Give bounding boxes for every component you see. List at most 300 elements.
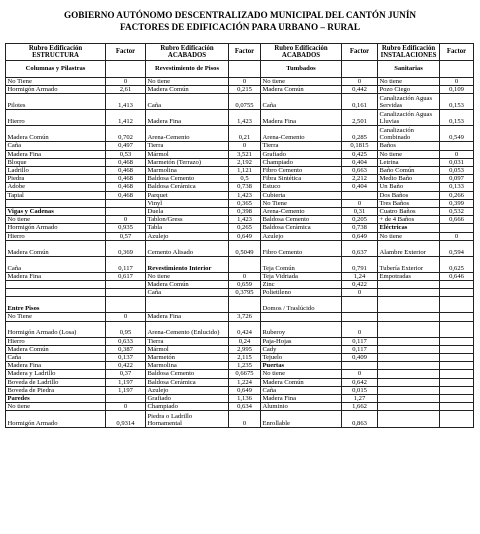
factor-cell: 0,097 — [440, 175, 474, 183]
rubro-cell: Baldosa Cerámica — [146, 378, 229, 386]
rubro-cell: Madera Común — [6, 126, 106, 142]
factor-cell: 1,423 — [229, 216, 261, 224]
factor-cell: 0,409 — [342, 354, 378, 362]
header-factor: Factor — [440, 44, 474, 61]
rubro-cell — [378, 313, 440, 321]
factor-cell: 0,3795 — [229, 289, 261, 297]
table-row — [6, 232, 474, 240]
factor-cell: 0,642 — [342, 378, 378, 386]
rubro-cell: Marmetón (Terrazo) — [146, 158, 229, 166]
factor-cell: 1,224 — [229, 378, 261, 386]
factor-cell: 0 — [440, 78, 474, 86]
rubro-cell: Pilotes — [6, 94, 106, 110]
factor-cell — [342, 297, 378, 313]
factor-cell: 1,197 — [106, 378, 146, 386]
factor-cell: 0,109 — [440, 86, 474, 94]
rubro-cell: Revestimiento Interior — [146, 256, 229, 272]
factor-cell: 0,617 — [106, 272, 146, 280]
factor-cell — [440, 395, 474, 403]
rubro-cell: Cady — [261, 345, 342, 353]
rubro-cell: Sanitarias — [378, 61, 440, 78]
rubro-cell: No tiene — [378, 232, 440, 240]
rubro-cell: Canalización Aguas Lluvias — [378, 110, 440, 126]
rubro-cell: Baño Común — [378, 167, 440, 175]
factor-cell: 0,468 — [106, 158, 146, 166]
rubro-cell — [378, 411, 440, 428]
factor-cell — [106, 289, 146, 297]
rubro-cell: Piedra — [6, 175, 106, 183]
table-row — [6, 216, 474, 224]
rubro-cell: Boveda de Ladrillo — [6, 378, 106, 386]
factor-cell — [229, 297, 261, 313]
rubro-cell: Enrollable — [261, 411, 342, 428]
factor-cell: 0,425 — [342, 150, 378, 158]
rubro-cell: Madera Fina — [6, 272, 106, 280]
rubro-cell: Un Baño — [378, 183, 440, 191]
rubro-cell — [378, 345, 440, 353]
rubro-cell: Tubería Exterior — [378, 256, 440, 272]
factor-cell: 0,0755 — [229, 94, 261, 110]
factor-cell — [440, 289, 474, 297]
rubro-cell: Canalización Aguas Servidas — [378, 94, 440, 110]
factor-cell: 0,468 — [106, 183, 146, 191]
rubro-cell: Teja Vidriada — [261, 272, 342, 280]
rubro-cell: No tiene — [6, 403, 106, 411]
factor-cell: 0 — [342, 199, 378, 207]
rubro-cell — [378, 281, 440, 289]
rubro-cell: Tapial — [6, 191, 106, 199]
table-row — [6, 386, 474, 394]
rubro-cell: Polietileno — [261, 289, 342, 297]
rubro-cell: Marmetón — [146, 354, 229, 362]
rubro-cell: Tierra — [261, 142, 342, 150]
rubro-cell: No tiene — [261, 370, 342, 378]
factor-cell: 0 — [342, 321, 378, 337]
table-row — [6, 256, 474, 272]
factor-cell: 0 — [106, 216, 146, 224]
rubro-cell: Madera Fina — [6, 362, 106, 370]
rubro-cell: Grafiado — [146, 395, 229, 403]
rubro-cell — [378, 321, 440, 337]
factor-cell: 0,205 — [342, 216, 378, 224]
rubro-cell: Duela — [146, 208, 229, 216]
table-row — [6, 272, 474, 280]
factor-cell — [342, 191, 378, 199]
table-row — [6, 94, 474, 110]
table-row — [6, 110, 474, 126]
factor-cell: 0,532 — [440, 208, 474, 216]
rubro-cell — [6, 289, 106, 297]
rubro-cell: Azulejo — [146, 386, 229, 394]
rubro-cell: Tabla — [146, 224, 229, 232]
factor-cell — [106, 208, 146, 216]
rubro-cell: Piedra o Ladrillo Hornamental — [146, 411, 229, 428]
rubro-cell — [146, 297, 229, 313]
rubro-cell: Aluminio — [261, 403, 342, 411]
rubro-cell: Arena-Cemento — [261, 126, 342, 142]
factor-cell: 0,117 — [106, 256, 146, 272]
rubro-cell: Madera Común — [146, 86, 229, 94]
table-row — [6, 370, 474, 378]
factor-cell: 1,121 — [229, 167, 261, 175]
factor-cell: 0 — [106, 78, 146, 86]
factor-cell: 0,404 — [342, 183, 378, 191]
rubro-cell: Columnas y Pilastras — [6, 61, 106, 78]
rubro-cell: Mármol — [146, 345, 229, 353]
rubro-cell: Madera Común — [146, 281, 229, 289]
factor-cell: 0 — [229, 142, 261, 150]
factor-cell: 1,24 — [342, 272, 378, 280]
table-row — [6, 403, 474, 411]
rubro-cell: Azulejo — [146, 232, 229, 240]
factor-cell: 0,387 — [106, 345, 146, 353]
factor-cell — [440, 61, 474, 78]
rubro-cell: Fibra Sintética — [261, 175, 342, 183]
header-instalaciones: Rubro Edificación INSTALACIONES — [378, 44, 440, 61]
rubro-cell — [378, 370, 440, 378]
factor-cell: 0,365 — [229, 199, 261, 207]
factor-cell: 0,468 — [106, 175, 146, 183]
factor-cell — [440, 297, 474, 313]
factor-cell: 0,399 — [440, 199, 474, 207]
table-row — [6, 362, 474, 370]
rubro-cell: Fibro Cemento — [261, 240, 342, 256]
rubro-cell: Cuatro Baños — [378, 208, 440, 216]
factor-cell: 2,212 — [342, 175, 378, 183]
factor-cell: 0,369 — [106, 240, 146, 256]
rubro-cell: Caña — [146, 289, 229, 297]
factor-cell: 1,423 — [229, 110, 261, 126]
rubro-cell — [378, 297, 440, 313]
rubro-cell — [378, 395, 440, 403]
rubro-cell: Baños — [378, 142, 440, 150]
rubro-cell: Madera Común — [6, 240, 106, 256]
factor-cell: 0,497 — [106, 142, 146, 150]
rubro-cell: Caña — [261, 386, 342, 394]
factor-cell — [106, 281, 146, 289]
rubro-cell — [378, 289, 440, 297]
table-row — [6, 289, 474, 297]
factor-cell: 0 — [440, 232, 474, 240]
rubro-cell: Ruberoy — [261, 321, 342, 337]
table-row — [6, 78, 474, 86]
factor-cell: 0,015 — [342, 386, 378, 394]
factor-cell: 0,649 — [342, 232, 378, 240]
factor-cell: 0,265 — [229, 224, 261, 232]
rubro-cell — [378, 378, 440, 386]
factor-cell: 0,659 — [229, 281, 261, 289]
factor-cell — [342, 313, 378, 321]
factor-cell — [440, 370, 474, 378]
factor-cell: 0 — [229, 411, 261, 428]
factor-cell: 0,702 — [106, 126, 146, 142]
rubro-cell — [261, 313, 342, 321]
rubro-cell: Hierro — [6, 232, 106, 240]
rubro-cell: Hierro — [6, 337, 106, 345]
factor-cell: 1,197 — [106, 386, 146, 394]
table-row — [6, 150, 474, 158]
factor-cell — [106, 395, 146, 403]
rubro-cell: Revestimiento de Pisos — [146, 61, 229, 78]
rubro-cell: + de 4 Baños — [378, 216, 440, 224]
rubro-cell: Vinyl — [146, 199, 229, 207]
factor-cell: 0,649 — [229, 386, 261, 394]
rubro-cell: Madera Fina — [261, 395, 342, 403]
table-row — [6, 126, 474, 142]
rubro-cell: Tierra — [146, 142, 229, 150]
factor-cell: 1,662 — [342, 403, 378, 411]
rubro-cell: Caña — [6, 256, 106, 272]
rubro-cell: No tiene — [378, 150, 440, 158]
rubro-cell — [378, 354, 440, 362]
factor-cell: 0,053 — [440, 167, 474, 175]
rubro-cell: No tiene — [378, 78, 440, 86]
table-row — [6, 175, 474, 183]
rubro-cell: Cubierta — [261, 191, 342, 199]
table-row — [6, 199, 474, 207]
factor-cell: 0,285 — [342, 126, 378, 142]
factor-cell: 0,594 — [440, 240, 474, 256]
rubro-cell — [6, 199, 106, 207]
rubro-cell: Madera Fina — [146, 313, 229, 321]
factor-cell — [440, 362, 474, 370]
rubro-cell: Arena-Cemento (Enlucido) — [146, 321, 229, 337]
rubro-cell: Marmolina — [146, 167, 229, 175]
factor-cell: 2,192 — [229, 158, 261, 166]
factor-cell: 0,422 — [106, 362, 146, 370]
factor-cell: 3,726 — [229, 313, 261, 321]
factor-cell: 0,53 — [106, 150, 146, 158]
rubro-cell: Baldosa Cemento — [146, 175, 229, 183]
rubro-cell: Tejuelo — [261, 354, 342, 362]
rubro-cell: Paja-Hojas — [261, 337, 342, 345]
rubro-cell: Entre Pisos — [6, 297, 106, 313]
rubro-cell: Alambre Exterior — [378, 240, 440, 256]
factor-cell: 0,6675 — [229, 370, 261, 378]
header-factor: Factor — [106, 44, 146, 61]
rubro-cell: Arena-Cemento — [261, 208, 342, 216]
rubro-cell: Champiado — [261, 158, 342, 166]
factor-cell: 0,738 — [229, 183, 261, 191]
factor-cell: 0,153 — [440, 110, 474, 126]
table-row — [6, 61, 474, 78]
factor-cell — [229, 256, 261, 272]
factor-cell: 0,422 — [342, 281, 378, 289]
factor-cell: 0,9314 — [106, 411, 146, 428]
factor-cell — [440, 403, 474, 411]
factor-cell — [440, 281, 474, 289]
rubro-cell: Caña — [6, 142, 106, 150]
factor-cell: 1,136 — [229, 395, 261, 403]
rubro-cell: Marmolina — [146, 362, 229, 370]
factor-cell: 0 — [342, 289, 378, 297]
factor-cell: 0,37 — [106, 370, 146, 378]
rubro-cell: Estuco — [261, 183, 342, 191]
factor-cell: 1,412 — [106, 110, 146, 126]
factor-cell: 0,031 — [440, 158, 474, 166]
rubro-cell: Vigas y Cadenas — [6, 208, 106, 216]
rubro-cell: Hormigón Armado (Losa) — [6, 321, 106, 337]
table-row — [6, 142, 474, 150]
rubro-cell — [6, 281, 106, 289]
factor-cell: 0 — [342, 370, 378, 378]
header-acabados: Rubro Edificación ACABADOS — [146, 44, 229, 61]
rubro-cell: No tiene — [261, 78, 342, 86]
factor-cell — [440, 354, 474, 362]
factor-cell: 0,57 — [106, 232, 146, 240]
rubro-cell: Madera Común — [261, 86, 342, 94]
factor-cell: 0,1815 — [342, 142, 378, 150]
rubro-cell: Eléctricas — [378, 224, 440, 232]
rubro-cell: Paredes — [6, 395, 106, 403]
rubro-cell: Baldosa Cemento — [261, 216, 342, 224]
factor-cell: 0,21 — [229, 126, 261, 142]
factor-cell: 0,398 — [229, 208, 261, 216]
table-row — [6, 158, 474, 166]
factor-cell — [229, 61, 261, 78]
rubro-cell: Champiado — [146, 403, 229, 411]
table-row — [6, 345, 474, 353]
rubro-cell: Hierro — [6, 110, 106, 126]
rubro-cell: Letrina — [378, 158, 440, 166]
header-estructura: Rubro Edificación ESTRUCTURA — [6, 44, 106, 61]
rubro-cell: Tablon/Gress — [146, 216, 229, 224]
table-row — [6, 337, 474, 345]
rubro-cell: Canalización Combinado — [378, 126, 440, 142]
factor-cell — [342, 362, 378, 370]
table-row — [6, 297, 474, 313]
table-row — [6, 378, 474, 386]
rubro-cell: Empotradas — [378, 272, 440, 280]
rubro-cell — [378, 403, 440, 411]
rubro-cell: Teja Común — [261, 256, 342, 272]
document-subtitle: FACTORES DE EDIFICACIÓN PARA URBANO – RURAL — [120, 22, 360, 32]
table-row — [6, 313, 474, 321]
header-factor: Factor — [229, 44, 261, 61]
rubro-cell: Tres Baños — [378, 199, 440, 207]
factor-cell: 0,666 — [440, 216, 474, 224]
factor-cell: 0,625 — [440, 256, 474, 272]
factor-cell: 0,646 — [440, 272, 474, 280]
table-row — [6, 167, 474, 175]
rubro-cell: Arena-Cemento — [146, 126, 229, 142]
factor-cell: 0,649 — [229, 232, 261, 240]
rubro-cell: Caña — [6, 354, 106, 362]
factor-cell — [440, 321, 474, 337]
factor-cell: 0,549 — [440, 126, 474, 142]
rubro-cell: Boveda de Piedra — [6, 386, 106, 394]
rubro-cell: Tierra — [146, 337, 229, 345]
rubro-cell: Puertas — [261, 362, 342, 370]
factor-cell: 0,791 — [342, 256, 378, 272]
rubro-cell: Caña — [261, 94, 342, 110]
rubro-cell: Bloque — [6, 158, 106, 166]
factor-cell: 0,637 — [342, 240, 378, 256]
rubro-cell: Azulejo — [261, 232, 342, 240]
factor-cell: 0,404 — [342, 158, 378, 166]
factor-cell: 0,117 — [342, 345, 378, 353]
factor-cell: 0,663 — [342, 167, 378, 175]
factor-cell — [440, 337, 474, 345]
rubro-cell: Madera Común — [6, 345, 106, 353]
factor-cell: 0 — [229, 78, 261, 86]
factor-cell: 2,115 — [229, 354, 261, 362]
table-row — [6, 395, 474, 403]
factor-cell: 0,117 — [342, 337, 378, 345]
factor-cell: 0,863 — [342, 411, 378, 428]
rubro-cell: Baldosa Cemento — [146, 370, 229, 378]
rubro-cell: Domos / Traslúcido — [261, 297, 342, 313]
factor-cell: 3,521 — [229, 150, 261, 158]
rubro-cell — [378, 362, 440, 370]
factor-cell — [440, 313, 474, 321]
table-row — [6, 240, 474, 256]
factor-cell — [106, 297, 146, 313]
factor-cell — [440, 411, 474, 428]
rubro-cell: Medio Baño — [378, 175, 440, 183]
factor-cell — [440, 224, 474, 232]
factor-cell: 2,501 — [342, 110, 378, 126]
table-row — [6, 183, 474, 191]
factor-cell: 0,95 — [106, 321, 146, 337]
factor-cell: 1,413 — [106, 94, 146, 110]
factor-cell: 1,423 — [229, 191, 261, 199]
factor-cell: 0,137 — [106, 354, 146, 362]
rubro-cell: Dos Baños — [378, 191, 440, 199]
rubro-cell: Grafiado — [261, 150, 342, 158]
factor-cell — [440, 142, 474, 150]
rubro-cell: Madera y Ladrillo — [6, 370, 106, 378]
factor-cell: 1,27 — [342, 395, 378, 403]
rubro-cell: Caña — [146, 94, 229, 110]
rubro-cell: Pozo Ciego — [378, 86, 440, 94]
factor-cell: 0,5049 — [229, 240, 261, 256]
header-factor: Factor — [342, 44, 378, 61]
rubro-cell: Cemento Alisado — [146, 240, 229, 256]
factor-cell: 0,468 — [106, 191, 146, 199]
factor-cell — [342, 61, 378, 78]
factor-cell: 2,61 — [106, 86, 146, 94]
factor-cell: 0,31 — [342, 208, 378, 216]
rubro-cell: Parquet — [146, 191, 229, 199]
factor-cell: 0,133 — [440, 183, 474, 191]
rubro-cell: Hormigón Armado — [6, 411, 106, 428]
factor-cell: 0,634 — [229, 403, 261, 411]
rubro-cell: Madera Común — [261, 378, 342, 386]
table-row — [6, 208, 474, 216]
rubro-cell: Tumbados — [261, 61, 342, 78]
factor-cell: 0,633 — [106, 337, 146, 345]
rubro-cell: Baldosa Cerámica — [146, 183, 229, 191]
factor-cell: 0 — [106, 313, 146, 321]
factor-cell: 0,5 — [229, 175, 261, 183]
rubro-cell: Madera Fina — [261, 110, 342, 126]
rubro-cell — [378, 337, 440, 345]
factor-cell: 0 — [342, 78, 378, 86]
rubro-cell: Hormigón Armado — [6, 86, 106, 94]
factor-cell: 0 — [440, 150, 474, 158]
header-row — [6, 44, 474, 61]
rubro-cell: No tiene — [146, 272, 229, 280]
table-row — [6, 411, 474, 428]
factor-cell: 0,153 — [440, 94, 474, 110]
table-row — [6, 354, 474, 362]
factor-cell: 0 — [106, 403, 146, 411]
rubro-cell: Madera Fina — [6, 150, 106, 158]
factors-table — [5, 43, 474, 428]
rubro-cell: Fibro Cemento — [261, 167, 342, 175]
rubro-cell: Zinc — [261, 281, 342, 289]
